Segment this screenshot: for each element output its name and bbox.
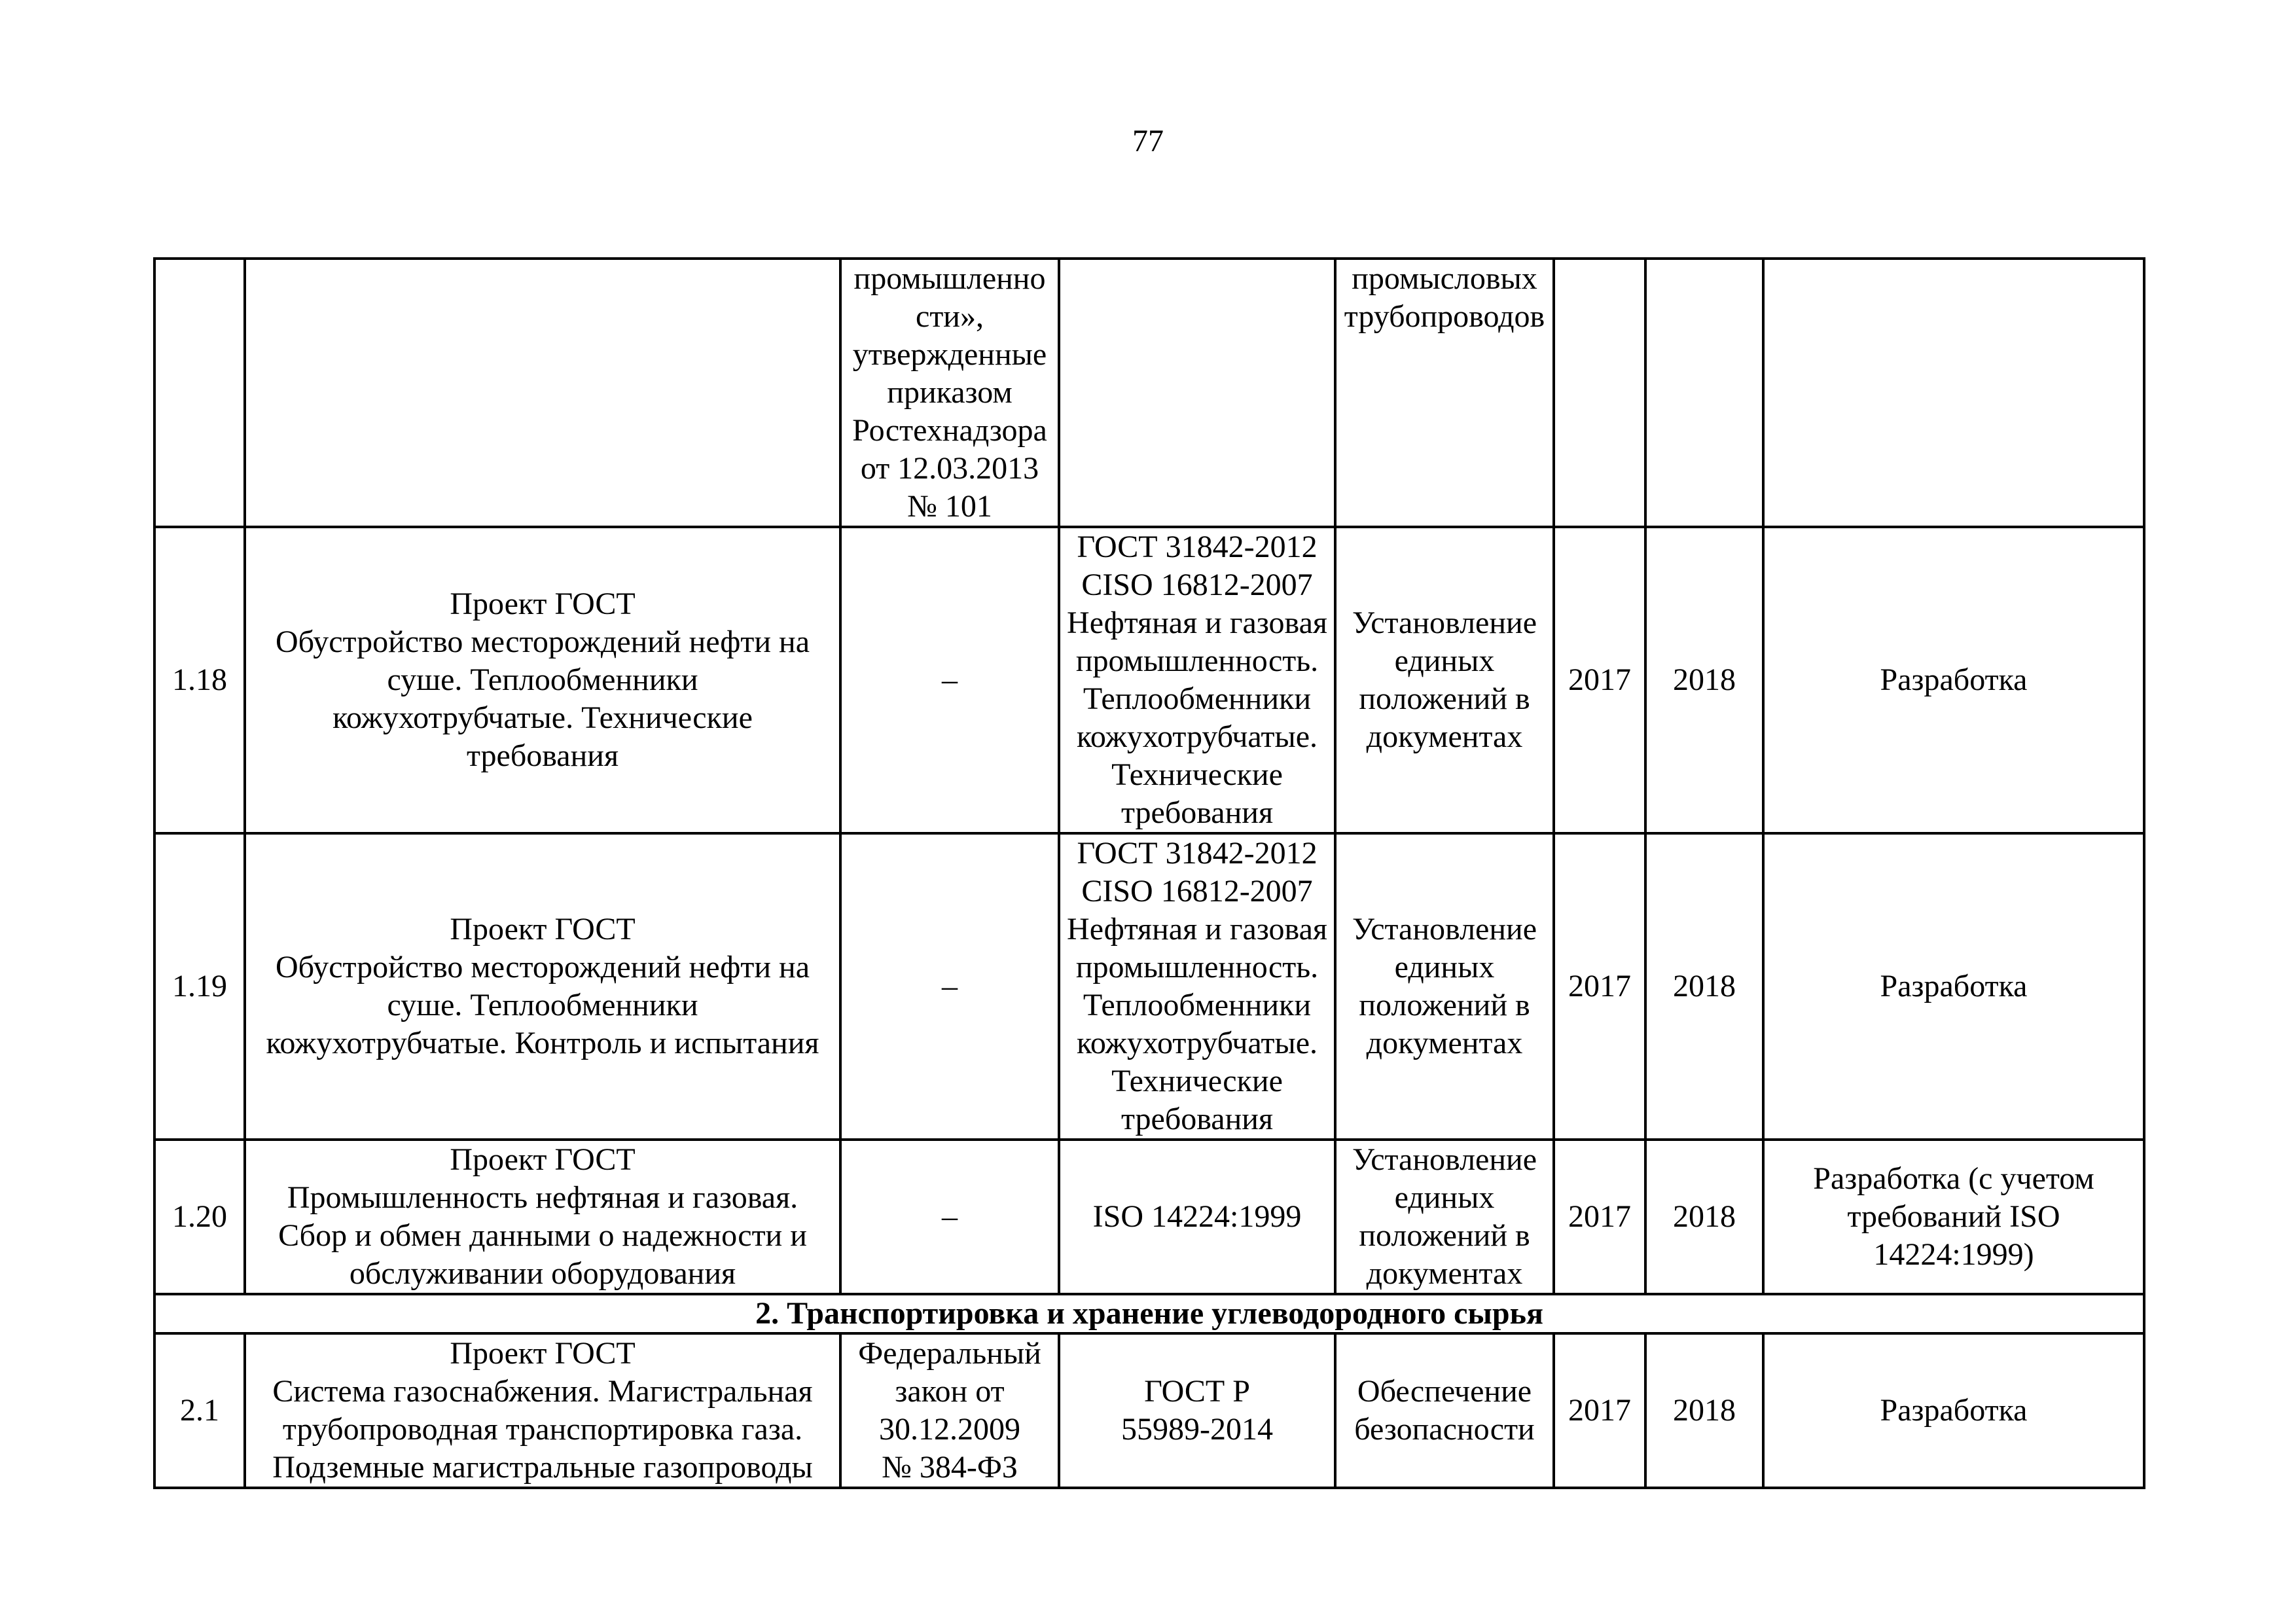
goal-line: единых bbox=[1394, 950, 1495, 984]
page-number: 77 bbox=[1132, 124, 1164, 158]
work-type-cell bbox=[1763, 259, 2144, 527]
work-type-cell bbox=[1763, 527, 2144, 833]
work-type-cell bbox=[1763, 1140, 2144, 1294]
goal-line: документах bbox=[1366, 1256, 1523, 1291]
basis-line: приказом bbox=[887, 375, 1013, 410]
start-year-cell bbox=[1554, 259, 1645, 527]
standard-line: Нефтяная и газовая bbox=[1067, 605, 1327, 640]
basis-cell bbox=[840, 259, 1059, 527]
name-line: Подземные магистральные газопроводы bbox=[272, 1450, 813, 1485]
name-line: Обустройство месторождений нефти на bbox=[275, 950, 810, 984]
end-year-cell bbox=[1645, 259, 1763, 527]
work-type-line: Разработка (с учетом bbox=[1813, 1161, 2094, 1196]
standard-cell bbox=[1059, 833, 1335, 1140]
name-line: Проект ГОСТ bbox=[450, 1336, 636, 1371]
name-line: суше. Теплообменники bbox=[387, 988, 698, 1022]
basis-line: Ростехнадзора bbox=[852, 413, 1047, 448]
section-header-row bbox=[154, 1294, 2144, 1333]
section-title: 2. Транспортировка и хранение углеводородного сырья bbox=[154, 1294, 2144, 1333]
work-type-line: требований ISO bbox=[1847, 1199, 2060, 1234]
table-row-continuation bbox=[154, 259, 2144, 527]
name-line: кожухотрубчатые. Контроль и испытания bbox=[266, 1026, 819, 1060]
goal-cell bbox=[1335, 259, 1554, 527]
standard-line: Теплообменники bbox=[1083, 681, 1312, 716]
start-year-cell: 2017 bbox=[1554, 527, 1645, 833]
standards-table bbox=[153, 257, 2145, 1489]
goal-line: положений в bbox=[1359, 988, 1530, 1022]
name-line: Обустройство месторождений нефти на bbox=[275, 624, 810, 659]
goal-line: положений в bbox=[1359, 681, 1530, 716]
basis-cell bbox=[840, 1333, 1059, 1488]
basis-line: Федеральный bbox=[858, 1336, 1041, 1371]
table-row bbox=[154, 527, 2144, 833]
goal-line: Установление bbox=[1352, 605, 1537, 640]
name-line: кожухотрубчатые. Технические bbox=[332, 700, 753, 735]
standard-line: CISO 16812-2007 bbox=[1081, 568, 1313, 602]
goal-line: документах bbox=[1366, 1026, 1523, 1060]
goal-line: документах bbox=[1366, 719, 1523, 754]
standard-line: кожухотрубчатые. bbox=[1076, 719, 1318, 754]
end-year-cell: 2018 bbox=[1645, 1140, 1763, 1294]
start-year-cell: 2017 bbox=[1554, 1333, 1645, 1488]
name-line: Проект ГОСТ bbox=[450, 1142, 636, 1177]
work-type-line: Разработка bbox=[1880, 1393, 2028, 1428]
standard-line: ГОСТ Р bbox=[1144, 1374, 1250, 1409]
goal-line: Установление bbox=[1352, 912, 1537, 947]
start-year-cell: 2017 bbox=[1554, 1140, 1645, 1294]
name-cell bbox=[245, 833, 840, 1140]
name-line: суше. Теплообменники bbox=[387, 662, 698, 697]
standard-line: Нефтяная и газовая bbox=[1067, 912, 1327, 947]
goal-line: безопасности bbox=[1354, 1412, 1535, 1447]
name-line: обслуживании оборудования bbox=[349, 1256, 736, 1291]
work-type-cell bbox=[1763, 833, 2144, 1140]
basis-line: № 384-ФЗ bbox=[882, 1450, 1018, 1485]
name-cell bbox=[245, 259, 840, 527]
table-row bbox=[154, 1333, 2144, 1488]
standard-line: 55989-2014 bbox=[1121, 1412, 1273, 1447]
name-cell bbox=[245, 1333, 840, 1488]
standard-line: Технические bbox=[1111, 1064, 1283, 1098]
standard-line: ГОСТ 31842-2012 bbox=[1077, 836, 1318, 871]
basis-line: 30.12.2009 bbox=[879, 1412, 1020, 1447]
standard-line: промышленность. bbox=[1075, 643, 1319, 678]
table-row bbox=[154, 833, 2144, 1140]
standard-line: CISO 16812-2007 bbox=[1081, 874, 1313, 909]
end-year-cell: 2018 bbox=[1645, 1333, 1763, 1488]
goal-cell bbox=[1335, 833, 1554, 1140]
standard-line: Технические bbox=[1111, 757, 1283, 792]
name-cell bbox=[245, 527, 840, 833]
standard-line: ГОСТ 31842-2012 bbox=[1077, 530, 1318, 564]
goal-cell bbox=[1335, 527, 1554, 833]
standard-cell bbox=[1059, 1333, 1335, 1488]
table-row bbox=[154, 1140, 2144, 1294]
basis-line: № 101 bbox=[907, 489, 992, 524]
work-type-cell bbox=[1763, 1333, 2144, 1488]
name-line: Система газоснабжения. Магистральная bbox=[272, 1374, 813, 1409]
basis-line: утвержденные bbox=[852, 337, 1047, 372]
end-year-cell: 2018 bbox=[1645, 527, 1763, 833]
num-cell bbox=[154, 259, 245, 527]
goal-cell bbox=[1335, 1333, 1554, 1488]
goal-line: промысловых bbox=[1352, 261, 1537, 296]
name-line: трубопроводная транспортировка газа. bbox=[282, 1412, 803, 1447]
standard-cell bbox=[1059, 527, 1335, 833]
start-year-cell: 2017 bbox=[1554, 833, 1645, 1140]
row-number: 1.20 bbox=[154, 1140, 245, 1294]
standard-line: ISO 14224:1999 bbox=[1092, 1199, 1302, 1234]
name-line: Промышленность нефтяная и газовая. bbox=[287, 1180, 798, 1215]
row-number: 2.1 bbox=[154, 1333, 245, 1488]
basis-line: сти», bbox=[916, 299, 984, 334]
basis-cell: – bbox=[840, 833, 1059, 1140]
basis-line: промышленно bbox=[853, 261, 1046, 296]
basis-cell: – bbox=[840, 1140, 1059, 1294]
name-line: Проект ГОСТ bbox=[450, 586, 636, 621]
goal-line: единых bbox=[1394, 1180, 1495, 1215]
basis-line: закон от bbox=[895, 1374, 1005, 1409]
goal-line: Обеспечение bbox=[1357, 1374, 1532, 1409]
standard-line: требования bbox=[1121, 795, 1274, 830]
goal-line: единых bbox=[1394, 643, 1495, 678]
standard-cell bbox=[1059, 259, 1335, 527]
basis-line: от 12.03.2013 bbox=[860, 451, 1039, 486]
goal-line: Установление bbox=[1352, 1142, 1537, 1177]
work-type-line: Разработка bbox=[1880, 969, 2028, 1003]
work-type-line: Разработка bbox=[1880, 662, 2028, 697]
standard-line: Теплообменники bbox=[1083, 988, 1312, 1022]
standard-line: кожухотрубчатые. bbox=[1076, 1026, 1318, 1060]
row-number: 1.18 bbox=[154, 527, 245, 833]
goal-cell bbox=[1335, 1140, 1554, 1294]
work-type-line: 14224:1999) bbox=[1873, 1237, 2034, 1272]
goal-line: положений в bbox=[1359, 1218, 1530, 1253]
name-line: требования bbox=[466, 738, 619, 773]
goal-line: трубопроводов bbox=[1344, 299, 1545, 334]
basis-cell: – bbox=[840, 527, 1059, 833]
standard-line: требования bbox=[1121, 1102, 1274, 1136]
row-number: 1.19 bbox=[154, 833, 245, 1140]
name-cell bbox=[245, 1140, 840, 1294]
standard-line: промышленность. bbox=[1075, 950, 1319, 984]
name-line: Проект ГОСТ bbox=[450, 912, 636, 947]
name-line: Сбор и обмен данными о надежности и bbox=[278, 1218, 807, 1253]
standard-cell bbox=[1059, 1140, 1335, 1294]
end-year-cell: 2018 bbox=[1645, 833, 1763, 1140]
